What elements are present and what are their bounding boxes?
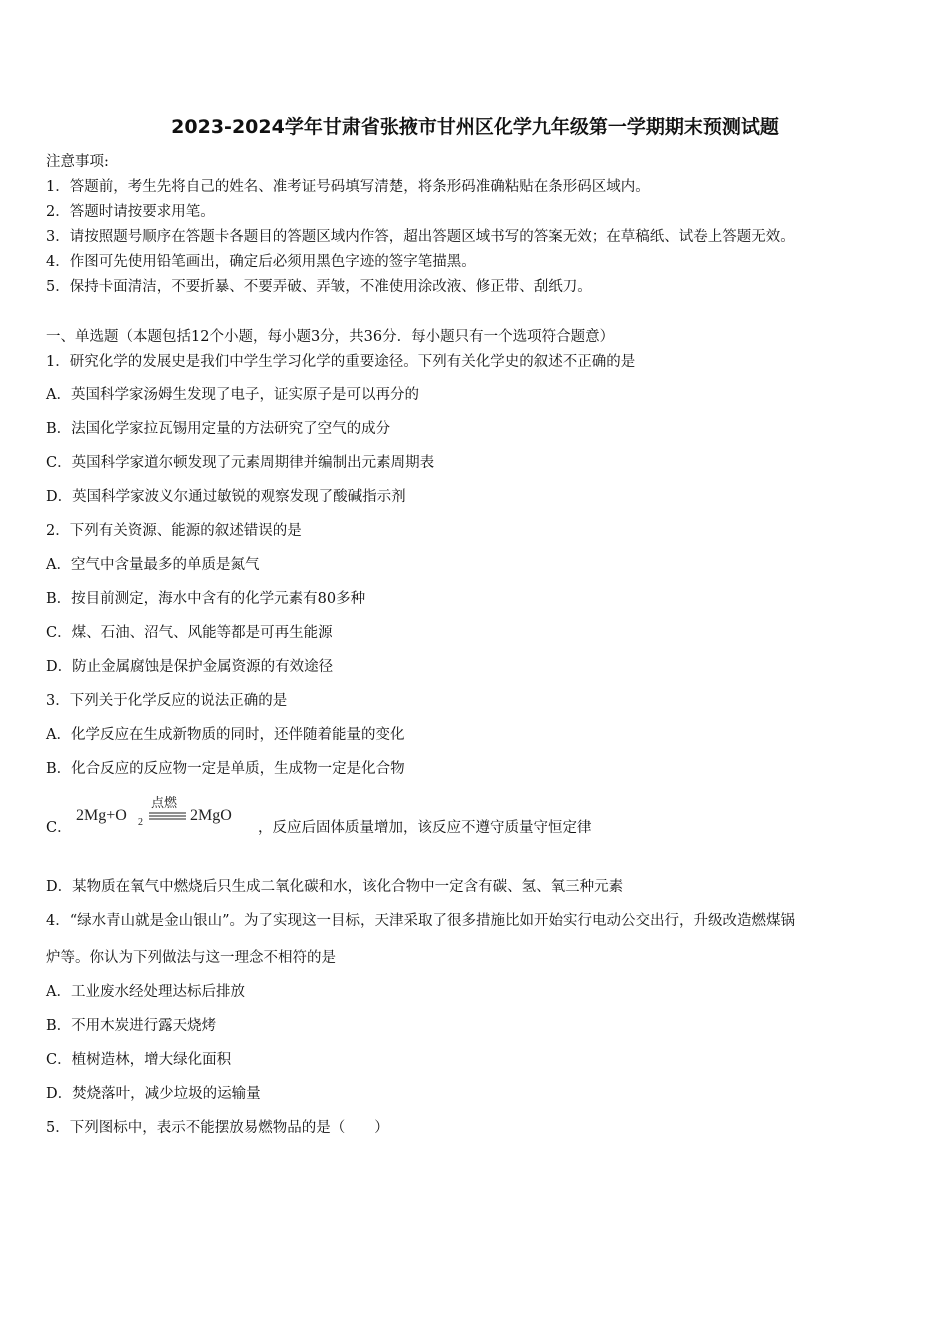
q4-option-a: A．工业废水经处理达标后排放	[46, 984, 245, 1000]
q1-option-a: A．英国科学家汤姆生发现了电子，证实原子是可以再分的	[46, 387, 419, 403]
q3-option-a: A．化学反应在生成新物质的同时，还伴随着能量的变化	[46, 727, 405, 743]
q1-stem: 1．研究化学的发展史是我们中学生学习化学的重要途径。下列有关化学史的叙述不正确的是	[46, 354, 636, 370]
notice-item-1: 1．答题前，考生先将自己的姓名、准考证号码填写清楚，将条形码准确粘贴在条形码区域内。	[46, 179, 650, 195]
formula-condition: 点燃	[151, 796, 178, 811]
page-title: 2023-2024学年甘肃省张掖市甘州区化学九年级第一学期期末预测试题	[171, 116, 779, 138]
notice-item-4: 4．作图可先使用铅笔画出，确定后必须用黑色字迹的签字笔描黑。	[46, 254, 476, 270]
q4-stem-line2: 炉等。你认为下列做法与这一理念不相符的是	[46, 950, 336, 966]
q1-option-d: D．英国科学家波义尔通过敏锐的观察发现了酸碱指示剂	[46, 489, 406, 505]
q3-option-b: B．化合反应的反应物一定是单质，生成物一定是化合物	[46, 761, 405, 777]
formula-product: 2MgO	[190, 807, 232, 824]
notice-item-2: 2．答题时请按要求用笔。	[46, 204, 215, 220]
q1-option-b: B．法国化学家拉瓦锡用定量的方法研究了空气的成分	[46, 421, 391, 437]
notice-item-3: 3．请按照题号顺序在答题卡各题目的答题区域内作答，超出答题区域书写的答案无效；在草稿纸、试卷上答题无效。	[46, 229, 795, 245]
q2-stem: 2．下列有关资源、能源的叙述错误的是	[46, 523, 302, 539]
q2-option-b: B．按目前测定，海水中含有的化学元素有80多种	[46, 591, 366, 607]
q3-stem: 3．下列关于化学反应的说法正确的是	[46, 693, 288, 709]
notice-heading: 注意事项:	[46, 154, 109, 170]
q3-option-c-text: ，反应后固体质量增加，该反应不遵守质量守恒定律	[258, 820, 592, 836]
q4-option-b: B．不用木炭进行露天烧烤	[46, 1018, 217, 1034]
q1-option-c: C．英国科学家道尔顿发现了元素周期律并编制出元素周期表	[46, 455, 435, 471]
q2-option-a: A．空气中含量最多的单质是氮气	[46, 557, 260, 573]
q4-option-d: D．焚烧落叶，减少垃圾的运输量	[46, 1086, 261, 1102]
formula-subscript: 2	[138, 817, 143, 828]
q2-option-d: D．防止金属腐蚀是保护金属资源的有效途径	[46, 659, 334, 675]
q4-stem-line1: 4．“绿水青山就是金山银山”。为了实现这一目标，天津采取了很多措施比如开始实行电动公交出行，升级改造燃煤锅	[46, 913, 796, 929]
formula-reactant: 2Mg+O	[76, 807, 127, 824]
notice-item-5: 5．保持卡面清洁，不要折暴、不要弄破、弄皱，不准使用涂改液、修正带、刮纸刀。	[46, 279, 592, 295]
section-heading: 一、单选题（本题包括12个小题，每小题3分，共36分．每小题只有一个选项符合题意）	[46, 329, 615, 345]
q5-stem: 5．下列图标中，表示不能摆放易燃物品的是（ ）	[46, 1120, 389, 1136]
q3-reaction-equation	[76, 791, 256, 831]
q2-option-c: C．煤、石油、沼气、风能等都是可再生能源	[46, 625, 333, 641]
q3-option-c-label: C．	[46, 820, 72, 836]
q3-option-d: D．某物质在氧气中燃烧后只生成二氧化碳和水，该化合物中一定含有碳、氢、氧三种元素	[46, 879, 624, 895]
q4-option-c: C．植树造林，增大绿化面积	[46, 1052, 232, 1068]
